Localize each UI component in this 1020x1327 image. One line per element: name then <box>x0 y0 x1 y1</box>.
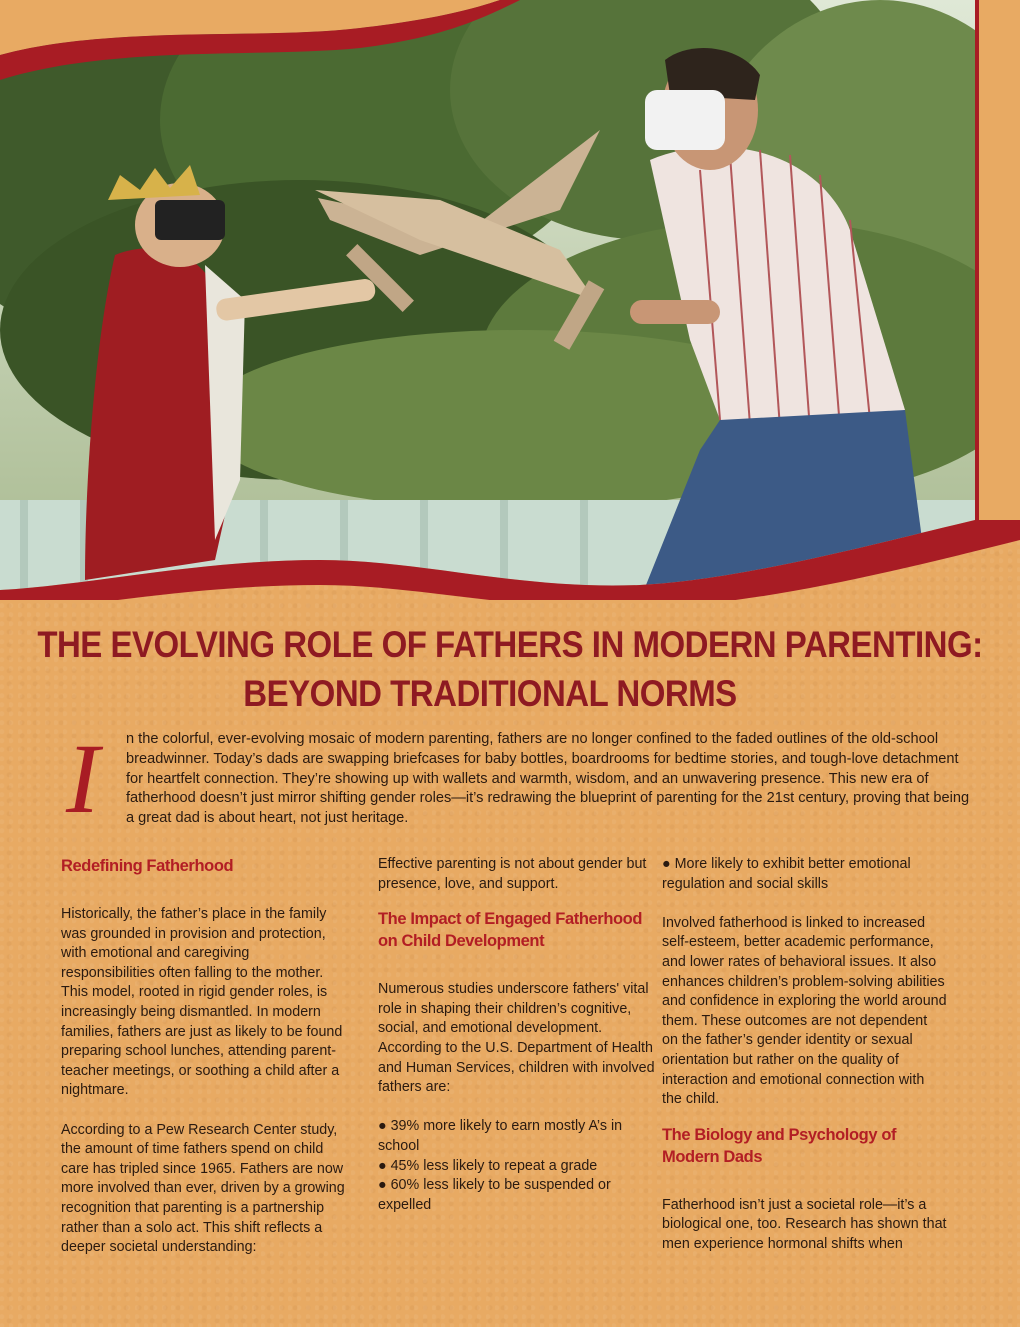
article-title <box>0 620 1020 719</box>
col3-paragraph-2: Fatherhood isn’t just a societal role—it’s a biological one, too. Research has shown that men experience hormonal shifts when <box>662 1196 947 1252</box>
section-heading-biology: The Biology and Psychology of Modern Dads <box>662 1125 897 1166</box>
column-3 <box>662 855 947 1274</box>
section-heading-impact: The Impact of Engaged Fatherhood on Child Development <box>378 910 643 951</box>
title-line-1: THE EVOLVING ROLE OF FATHERS IN MODERN PARENTING: <box>37 623 983 665</box>
intro-paragraph <box>60 730 970 829</box>
bullet-item: ● 45% less likely to repeat a grade <box>378 1157 598 1174</box>
col2-paragraph-0: Effective parenting is not about gender but presence, love, and support. <box>378 856 647 892</box>
col3-paragraph-1: Involved fatherhood is linked to increased self-esteem, better academic performance, and lower rates of behavioral issues. It also enhances children’s problem-solving abilities and confidence in exploring the world around them. These outcomes are not dependent on the father’s gender identity or sexual orientation but rather on the quality of interaction and emotional connection with the child. <box>662 914 947 1108</box>
section-heading-redefining: Redefining Fatherhood <box>61 857 234 875</box>
bullet-item: ● 39% more likely to earn mostly A’s in school <box>378 1118 623 1154</box>
hero-photo <box>0 0 1020 600</box>
title-line-2: BEYOND TRADITIONAL NORMS <box>243 672 737 715</box>
col1-paragraph-2: According to a Pew Research Center study, the amount of time fathers spend on child care has tripled since 1965. Fathers are now more involved than ever, driven by a growing recognition that parenting is a partnership rather than a solo act. This shift reflects a deeper societal understanding: <box>61 1121 345 1256</box>
col1-paragraph-1: Historically, the father’s place in the family was grounded in provision and protection, with emotional and caregiving responsibilities often falling to the mother. This model, rooted in rigid gender roles, is increasingly being dismantled. In modern families, fathers are just as likely to be found preparing school lunches, attending parent-teacher meetings, or soothing a child after a nightmare. <box>61 906 343 1099</box>
col3-bullet: ● More likely to exhibit better emotional regulation and social skills <box>662 856 911 892</box>
column-2 <box>378 855 663 1215</box>
column-1 <box>61 855 346 1277</box>
intro-text: n the colorful, ever-evolving mosaic of modern parenting, fathers are no longer confined to the faded outlines of the old-school breadwinner. Today’s dads are swapping briefcases for baby bottles, boardrooms for bedtime stories, and tough-love detachment for heartfelt connection. They’re showing up with wallets and warmth, wisdom, and an unwavering presence. This new era of fatherhood doesn’t just mirror shifting gender roles—it’s redrawing the blueprint of parenting for the 21st century, proving that being a great dad is about heart, not just heritage. <box>126 731 970 827</box>
bullet-item: ● 60% less likely to be suspended or expelled <box>378 1177 611 1213</box>
col2-paragraph-1: Numerous studies underscore fathers' vital role in shaping their children’s cognitive, social, and emotional development. According to the U.S. Department of Health and Human Services, children with involved fathers are: <box>378 981 655 1096</box>
svg-text:I: I <box>66 723 100 830</box>
